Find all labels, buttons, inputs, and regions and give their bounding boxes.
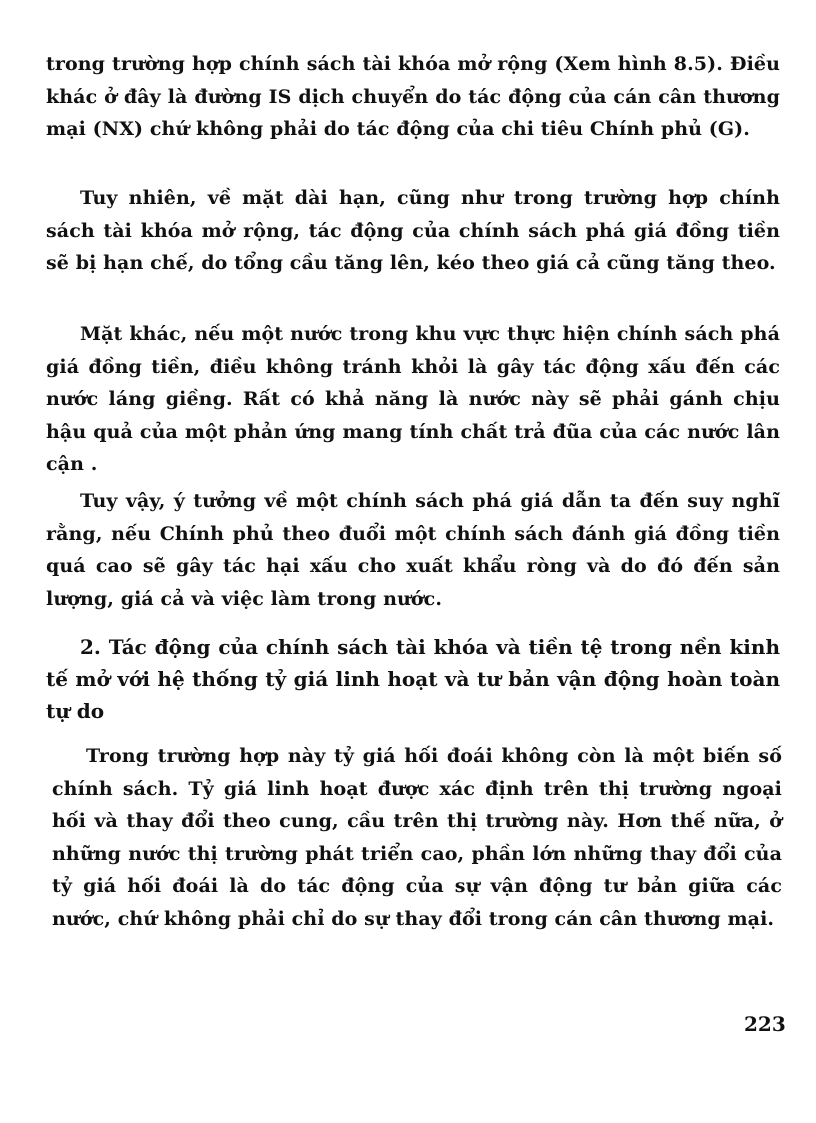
paragraph-continuation: trong trường hợp chính sách tài khóa mở rộng (Xem hình 8.5). Điều khác ở đây là đường IS dịch chuyển do tác động của cán cân thương mại (NX) chứ không phải do tác động của chi tiêu Chính phủ (G). — [46, 53, 780, 140]
paragraph-flexible-rate: Trong trường hợp này tỷ giá hối đoái không còn là một biến số chính sách. Tỷ giá linh hoạt được xác định trên thị trường ngoại hối và thay đổi theo cung, cầu trên thị trường này. Hơn thế nữa, ở những nước thị trường phát triển cao, phần lớn những thay đổi của tỷ giá hối đoái là do tác động của sự vận động tư bản giữa các nước, chứ không phải chỉ do sự thay đổi trong cán cân thương mại. — [52, 745, 782, 930]
paragraph-overvaluation: Tuy vậy, ý tưởng về một chính sách phá giá dẫn ta đến suy nghĩ rằng, nếu Chính phủ theo đuổi một chính sách đánh giá đồng tiền quá cao sẽ gây tác hại xấu cho xuất khẩu ròng và do đó đến sản lượng, giá cả và việc làm trong nước. — [46, 490, 780, 610]
page-number: 223 — [744, 1012, 786, 1036]
section-heading: 2. Tác động của chính sách tài khóa và tiền tệ trong nền kinh tế mở với hệ thống tỷ giá linh hoạt và tư bản vận động hoàn toàn tự do — [46, 635, 780, 723]
paragraph-neighbors: Mặt khác, nếu một nước trong khu vực thực hiện chính sách phá giá đồng tiền, điều không tránh khỏi là gây tác động xấu đến các nước láng giềng. Rất có khả năng là nước này sẽ phải gánh chịu hậu quả của một phản ứng mang tính chất trả đũa của các nước lân cận . — [46, 323, 780, 475]
paragraph-long-term: Tuy nhiên, về mặt dài hạn, cũng như trong trường hợp chính sách tài khóa mở rộng, tác động của chính sách phá giá đồng tiền sẽ bị hạn chế, do tổng cầu tăng lên, kéo theo giá cả cũng tăng theo. — [46, 187, 780, 274]
